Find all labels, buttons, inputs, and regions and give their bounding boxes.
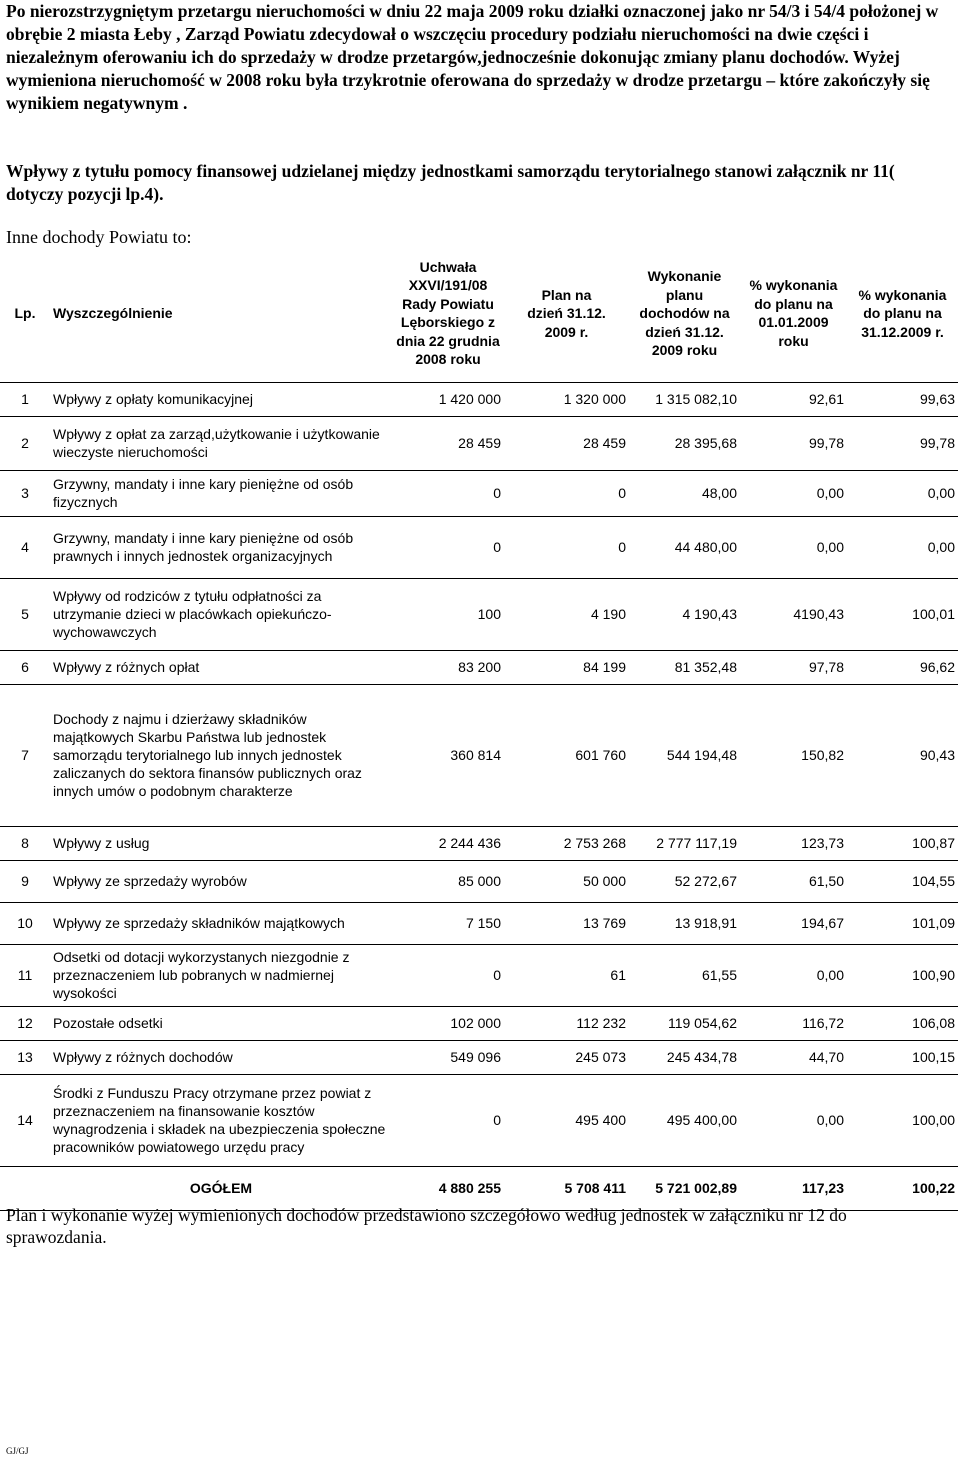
row-pct-0101: 0,00 xyxy=(740,1074,847,1166)
row-name: Grzywny, mandaty i inne kary pieniężne od osób prawnych i innych jednostek organizacyjnych xyxy=(50,516,392,578)
row-name: Wpływy z opłaty komunikacyjnej xyxy=(50,382,392,416)
row-lp: 13 xyxy=(0,1040,50,1074)
row-resolution: 0 xyxy=(392,944,504,1006)
row-plan: 4 190 xyxy=(504,578,629,650)
row-resolution: 1 420 000 xyxy=(392,382,504,416)
table-row xyxy=(0,470,958,516)
row-lp: 11 xyxy=(0,944,50,1006)
row-plan: 601 760 xyxy=(504,684,629,826)
row-name: Środki z Funduszu Pracy otrzymane przez powiat z przeznaczeniem na finansowanie kosztów wynagrodzenia i składek na ubezpieczenia społeczne pracowników powiatowego urzędu pracy xyxy=(50,1074,392,1166)
row-plan: 2 753 268 xyxy=(504,826,629,860)
row-lp: 1 xyxy=(0,382,50,416)
row-pct-3112: 100,00 xyxy=(847,1074,958,1166)
row-resolution: 28 459 xyxy=(392,416,504,470)
row-execution: 245 434,78 xyxy=(629,1040,740,1074)
row-plan: 61 xyxy=(504,944,629,1006)
row-execution: 13 918,91 xyxy=(629,902,740,944)
row-name: Wpływy z różnych opłat xyxy=(50,650,392,684)
row-lp: 9 xyxy=(0,860,50,902)
row-plan: 84 199 xyxy=(504,650,629,684)
row-pct-3112: 106,08 xyxy=(847,1006,958,1040)
row-execution: 28 395,68 xyxy=(629,416,740,470)
row-pct-0101: 92,61 xyxy=(740,382,847,416)
row-resolution: 83 200 xyxy=(392,650,504,684)
financial-aid-paragraph: Wpływy z tytułu pomocy finansowej udzielanej między jednostkami samorządu terytorialnego stanowi załącznik nr 11( dotyczy pozycji lp.4). xyxy=(6,161,895,204)
header-pct-0101: % wykonania do planu na 01.01.2009 roku xyxy=(749,277,838,349)
total-label: OGÓŁEM xyxy=(50,1166,392,1210)
table-header-row xyxy=(0,245,958,382)
row-name: Wpływy ze sprzedaży składników majątkowych xyxy=(50,902,392,944)
row-pct-0101: 194,67 xyxy=(740,902,847,944)
row-resolution: 0 xyxy=(392,470,504,516)
row-lp: 2 xyxy=(0,416,50,470)
header-name: Wyszczególnienie xyxy=(53,305,173,321)
row-plan: 112 232 xyxy=(504,1006,629,1040)
row-pct-0101: 0,00 xyxy=(740,944,847,1006)
row-execution: 4 190,43 xyxy=(629,578,740,650)
row-pct-3112: 100,87 xyxy=(847,826,958,860)
row-pct-3112: 99,78 xyxy=(847,416,958,470)
row-pct-3112: 0,00 xyxy=(847,516,958,578)
intro-paragraph: Po nierozstrzygniętym przetargu nieruchomości w dniu 22 maja 2009 roku działki oznaczonej jako nr 54/3 i 54/4 położonej w obrębie 2 miasta Łeby , Zarząd Powiatu zdecydował o wszczęciu procedury podziału nieruchomości na dwie części i niezależnym oferowaniu ich do sprzedaży w drodze przetargów,jednocześnie dokonując zmiany planu dochodów. Wyżej wymieniona nieruchomość w 2008 roku była trzykrotnie oferowana do sprzedaży w drodze przetargu – które zakończyły się wynikiem negatywnym . xyxy=(6,1,939,113)
row-resolution: 0 xyxy=(392,1074,504,1166)
row-pct-0101: 44,70 xyxy=(740,1040,847,1074)
row-resolution: 102 000 xyxy=(392,1006,504,1040)
row-pct-0101: 99,78 xyxy=(740,416,847,470)
row-lp: 7 xyxy=(0,684,50,826)
row-execution: 495 400,00 xyxy=(629,1074,740,1166)
row-plan: 1 320 000 xyxy=(504,382,629,416)
header-lp: Lp. xyxy=(14,305,36,321)
table-row xyxy=(0,902,958,944)
row-lp: 8 xyxy=(0,826,50,860)
row-name: Wpływy z opłat za zarząd,użytkowanie i użytkowanie wieczyste nieruchomości xyxy=(50,416,392,470)
row-lp: 10 xyxy=(0,902,50,944)
header-execution: Wykonanie planu dochodów na dzień 31.12. 2009 roku xyxy=(639,268,730,358)
row-execution: 1 315 082,10 xyxy=(629,382,740,416)
table-body xyxy=(0,382,958,1166)
row-execution: 544 194,48 xyxy=(629,684,740,826)
row-name: Grzywny, mandaty i inne kary pieniężne od osób fizycznych xyxy=(50,470,392,516)
row-plan: 50 000 xyxy=(504,860,629,902)
table-row xyxy=(0,1040,958,1074)
row-name: Odsetki od dotacji wykorzystanych niezgodnie z przeznaczeniem lub pobranych w nadmiernej wysokości xyxy=(50,944,392,1006)
row-plan: 495 400 xyxy=(504,1074,629,1166)
row-pct-3112: 101,09 xyxy=(847,902,958,944)
row-execution: 2 777 117,19 xyxy=(629,826,740,860)
row-execution: 44 480,00 xyxy=(629,516,740,578)
row-pct-0101: 150,82 xyxy=(740,684,847,826)
table-row xyxy=(0,416,958,470)
row-execution: 52 272,67 xyxy=(629,860,740,902)
header-resolution: Uchwała XXVI/191/08 Rady Powiatu Lęborskiego z dnia 22 grudnia 2008 roku xyxy=(396,258,500,368)
row-name: Wpływy ze sprzedaży wyrobów xyxy=(50,860,392,902)
row-resolution: 7 150 xyxy=(392,902,504,944)
table-row xyxy=(0,684,958,826)
table-row xyxy=(0,826,958,860)
other-income-table xyxy=(0,245,958,1211)
row-pct-3112: 0,00 xyxy=(847,470,958,516)
row-pct-3112: 100,15 xyxy=(847,1040,958,1074)
row-plan: 13 769 xyxy=(504,902,629,944)
row-resolution: 85 000 xyxy=(392,860,504,902)
row-execution: 61,55 xyxy=(629,944,740,1006)
row-pct-0101: 61,50 xyxy=(740,860,847,902)
row-lp: 14 xyxy=(0,1074,50,1166)
row-name: Dochody z najmu i dzierżawy składników majątkowych Skarbu Państwa lub jednostek samorządu terytorialnego lub innych jednostek zaliczanych do sektora finansów publicznych oraz innych umów o podobnym charakterze xyxy=(50,684,392,826)
row-resolution: 0 xyxy=(392,516,504,578)
row-pct-0101: 123,73 xyxy=(740,826,847,860)
row-execution: 119 054,62 xyxy=(629,1006,740,1040)
header-pct-3112: % wykonania do planu na 31.12.2009 r. xyxy=(858,286,947,340)
closing-paragraph: Plan i wykonanie wyżej wymienionych dochodów przedstawiono szczegółowo według jednostek w załączniku nr 12 do sprawozdania. xyxy=(6,1205,847,1247)
row-name: Wpływy od rodziców z tytułu odpłatności za utrzymanie dzieci w placówkach opiekuńczo-wychowawczych xyxy=(50,578,392,650)
footer-code: GJ/GJ xyxy=(6,1446,29,1456)
table-row xyxy=(0,578,958,650)
row-execution: 81 352,48 xyxy=(629,650,740,684)
table-row xyxy=(0,1074,958,1166)
row-name: Wpływy z różnych dochodów xyxy=(50,1040,392,1074)
row-lp: 5 xyxy=(0,578,50,650)
row-pct-3112: 100,01 xyxy=(847,578,958,650)
section-subheading: Inne dochody Powiatu to: xyxy=(6,227,192,247)
row-resolution: 549 096 xyxy=(392,1040,504,1074)
row-pct-0101: 0,00 xyxy=(740,516,847,578)
row-plan: 0 xyxy=(504,470,629,516)
row-pct-0101: 4190,43 xyxy=(740,578,847,650)
row-pct-0101: 116,72 xyxy=(740,1006,847,1040)
row-lp: 6 xyxy=(0,650,50,684)
row-resolution: 2 244 436 xyxy=(392,826,504,860)
row-execution: 48,00 xyxy=(629,470,740,516)
header-plan: Plan na dzień 31.12. 2009 r. xyxy=(527,286,606,340)
row-pct-3112: 100,90 xyxy=(847,944,958,1006)
row-plan: 245 073 xyxy=(504,1040,629,1074)
row-name: Wpływy z usług xyxy=(50,826,392,860)
table-row xyxy=(0,382,958,416)
table-row xyxy=(0,650,958,684)
table-row xyxy=(0,860,958,902)
row-pct-3112: 96,62 xyxy=(847,650,958,684)
row-pct-0101: 97,78 xyxy=(740,650,847,684)
row-pct-0101: 0,00 xyxy=(740,470,847,516)
total-plan: 5 708 411 xyxy=(504,1166,629,1210)
total-pct-3112: 100,22 xyxy=(847,1166,958,1210)
table-row xyxy=(0,516,958,578)
row-pct-3112: 104,55 xyxy=(847,860,958,902)
total-execution: 5 721 002,89 xyxy=(629,1166,740,1210)
row-resolution: 100 xyxy=(392,578,504,650)
row-lp: 12 xyxy=(0,1006,50,1040)
row-name: Pozostałe odsetki xyxy=(50,1006,392,1040)
row-pct-3112: 90,43 xyxy=(847,684,958,826)
table-row xyxy=(0,1006,958,1040)
row-pct-3112: 99,63 xyxy=(847,382,958,416)
table-row xyxy=(0,944,958,1006)
total-resolution: 4 880 255 xyxy=(392,1166,504,1210)
row-resolution: 360 814 xyxy=(392,684,504,826)
row-plan: 0 xyxy=(504,516,629,578)
row-lp: 3 xyxy=(0,470,50,516)
row-plan: 28 459 xyxy=(504,416,629,470)
total-pct-0101: 117,23 xyxy=(740,1166,847,1210)
row-lp: 4 xyxy=(0,516,50,578)
